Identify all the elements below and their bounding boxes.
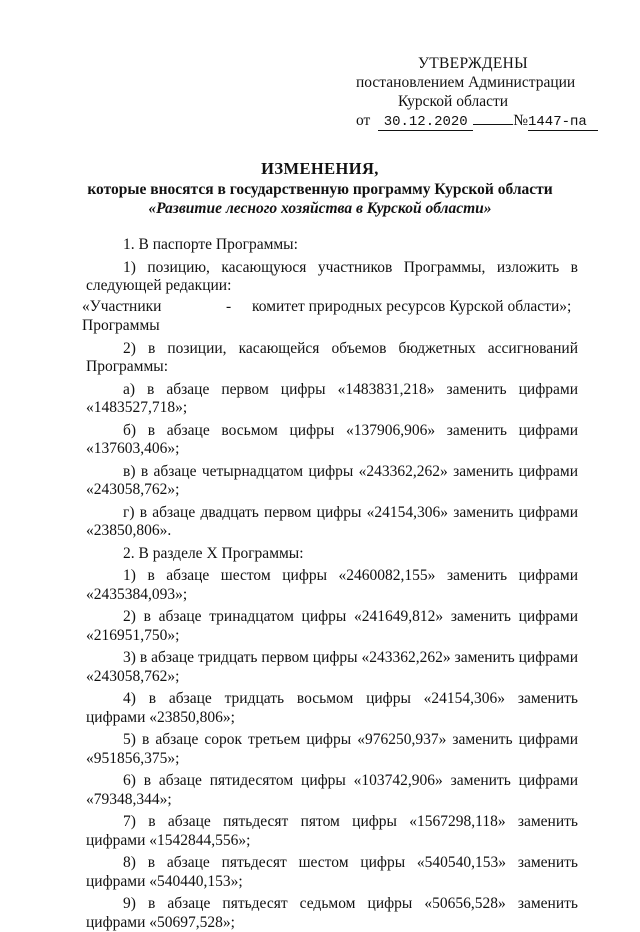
section2-item: 7) в абзаце пятьдесят пятом цифры «1567298,118» заменить цифрами «1542844,556»; <box>86 813 578 849</box>
participants-dash: - <box>226 297 232 315</box>
section1-item1: 1) позицию, касающуюся участников Программы, изложить в следующей редакции: <box>86 258 578 294</box>
document-heading <box>60 160 580 219</box>
date-prefix: от <box>356 112 371 129</box>
approval-date-line <box>356 112 606 131</box>
section1-header: 1. В паспорте Программы: <box>123 236 298 253</box>
section2-item: 3) в абзаце тридцать первом цифры «243362,262» заменить цифрами «243058,762»; <box>86 649 578 685</box>
participants-value: комитет природных ресурсов Курской области»; <box>252 297 572 315</box>
approval-region: Курской области <box>398 93 509 110</box>
approval-date: 30.12.2020 <box>378 115 473 131</box>
section1-sub-a: а) в абзаце первом цифры «1483831,218» заменить цифрами «1483527,718»; <box>86 380 578 416</box>
approval-title: УТВЕРЖДЕНЫ <box>418 55 528 72</box>
participants-label: «Участники <box>82 297 162 315</box>
participants-label-2: Программы <box>82 316 160 334</box>
section1-sub-g: г) в абзаце двадцать первом цифры «24154,306» заменить цифрами «23850,806». <box>86 503 578 539</box>
section1-sub-b: б) в абзаце восьмом цифры «137906,906» заменить цифрами «137603,406»; <box>86 421 578 457</box>
date-number-gap <box>473 124 513 125</box>
section2-item: 1) в абзаце шестом цифры «2460082,155» заменить цифрами «2435384,093»; <box>86 567 578 603</box>
number-sign: № <box>513 112 528 129</box>
section2-header: 2. В разделе X Программы: <box>123 544 304 562</box>
section2-item: 4) в абзаце тридцать восьмом цифры «24154,306» заменить цифрами «23850,806»; <box>86 690 578 726</box>
participants-block <box>82 298 578 336</box>
section1-sub-v: в) в абзаце четырнадцатом цифры «243362,262» заменить цифрами «243058,762»; <box>86 462 578 498</box>
approval-number: 1447-па <box>528 115 598 131</box>
document-body <box>82 236 578 932</box>
section2-item: 2) в абзаце тринадцатом цифры «241649,812» заменить цифрами «216951,750»; <box>86 608 578 644</box>
section2-item: 5) в абзаце сорок третьем цифры «976250,937» заменить цифрами «951856,375»; <box>86 731 578 767</box>
section2-item: 8) в абзаце пятьдесят шестом цифры «540540,153» заменить цифрами «540440,153»; <box>86 854 578 890</box>
section2-item: 9) в абзаце пятьдесят седьмом цифры «50656,528» заменить цифрами «50697,528»; <box>86 895 578 931</box>
participants-row <box>82 298 578 317</box>
section1-item2: 2) в позиции, касающейся объемов бюджетных ассигнований Программы: <box>86 339 578 375</box>
heading-sub: которые вносятся в государственную программу Курской области <box>87 181 553 198</box>
approval-block <box>356 55 606 131</box>
participants-row-2 <box>82 317 578 336</box>
heading-program: «Развитие лесного хозяйства в Курской области» <box>148 200 492 217</box>
section2-item: 6) в абзаце пятидесятом цифры «103742,906» заменить цифрами «79348,344»; <box>86 772 578 808</box>
approval-issuer: постановлением Администрации <box>356 74 576 91</box>
heading-main: ИЗМЕНЕНИЯ, <box>261 159 379 178</box>
